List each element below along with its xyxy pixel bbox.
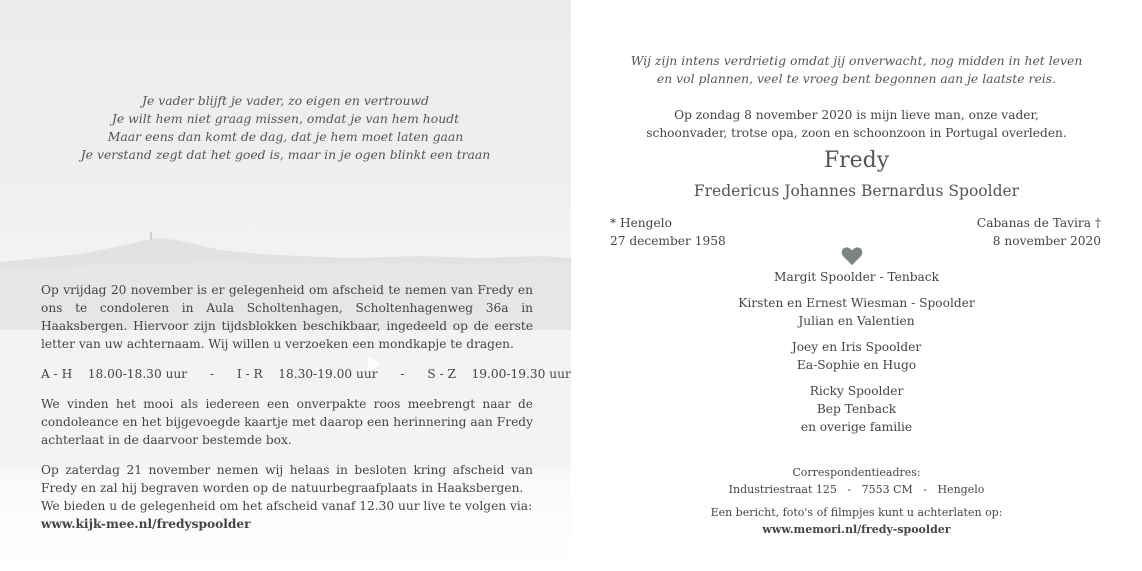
- notice-line: Op zondag 8 november 2020 is mijn lieve man, onze vader,: [674, 108, 1039, 122]
- memori-text: Een bericht, foto's of filmpjes kunt u achterlaten op:: [710, 506, 1003, 519]
- family-member: Bep Tenback: [816, 402, 897, 416]
- birth-date: 27 december 1958: [610, 234, 726, 248]
- livestream-text: We bieden u de gelegenheid om het afscheid vanaf 12.30 uur live te volgen via:: [41, 499, 533, 513]
- poem-line: Je wilt hem niet graag missen, omdat je van hem houdt: [111, 111, 460, 126]
- slot-letters: S - Z: [427, 367, 456, 381]
- death-notice: [571, 106, 1142, 142]
- family-group: [571, 294, 1142, 330]
- intro-line: en vol plannen, veel te vroeg bent begonnen aan je laatste reis.: [656, 71, 1057, 86]
- family-list: [571, 268, 1142, 444]
- slot-separator: -: [400, 367, 405, 381]
- slot-time: 19.00-19.30 uur: [471, 367, 571, 381]
- time-slots: [41, 365, 571, 383]
- birth-place: * Hengelo: [610, 216, 672, 230]
- slot-time: 18.30-19.00 uur: [278, 367, 378, 381]
- deceased-full-name: Fredericus Johannes Bernardus Spoolder: [693, 182, 1020, 200]
- slot-separator: -: [209, 367, 215, 381]
- family-member: Kirsten en Ernest Wiesman - Spoolder: [738, 296, 975, 310]
- family-member: en overige familie: [800, 420, 913, 434]
- farewell-paragraph: [41, 281, 533, 353]
- rose-text: We vinden het mooi als iedereen een onverpakte roos meebrengt naar de condoleance en het bijgevoegde kaartje met daarop een herinnering aan Fredy achterlaat in de daarvoor bestemde box.: [41, 397, 533, 447]
- family-group: [571, 382, 1142, 436]
- intro-line: Wij zijn intens verdrietig omdat jij onverwacht, nog midden in het leven: [630, 53, 1083, 68]
- deceased-first-name: Fredy: [823, 148, 890, 173]
- farewell-text: Op vrijdag 20 november is er gelegenheid om afscheid te nemen van Fredy en ons te condoleren in Aula Scholtenhagen, Scholtenhagenweg 36a in Haaksbergen. Hiervoor zijn tijdsblokken beschikbaar, ingedeeld op de eerste letter van uw achternaam. Wij willen u verzoeken een mondkapje te dragen.: [41, 283, 533, 351]
- family-member: Ea-Sophie en Hugo: [796, 358, 917, 372]
- slot-letters: I - R: [236, 367, 263, 381]
- slot-time: 18.00-18.30 uur: [87, 367, 188, 381]
- correspondence-label: Correspondentieadres:: [792, 466, 921, 479]
- correspondence-address: Industriestraat 125 - 7553 CM - Hengelo: [728, 483, 985, 496]
- death-date: 8 november 2020: [992, 234, 1101, 248]
- poem-line: Je vader blijft je vader, zo eigen en vertrouwd: [142, 93, 429, 108]
- correspondence-block: [571, 464, 1142, 538]
- poem: [0, 92, 571, 164]
- birth-info: [610, 214, 726, 250]
- right-panel: [571, 0, 1142, 571]
- family-member: Margit Spoolder - Tenback: [774, 270, 939, 284]
- family-group: [571, 268, 1142, 286]
- intro-text: [571, 52, 1142, 88]
- rose-paragraph: [41, 395, 533, 449]
- family-member: Joey en Iris Spoolder: [791, 340, 922, 354]
- slot-letters: A - H: [41, 367, 73, 381]
- family-member: Julian en Valentien: [798, 314, 915, 328]
- death-place: Cabanas de Tavira †: [976, 216, 1101, 230]
- burial-text: Op zaterdag 21 november nemen wij helaas in besloten kring afscheid van Fredy en zal hij begraven worden op de natuurbegraafplaats in Haaksbergen.: [41, 463, 533, 495]
- family-member: Ricky Spoolder: [809, 384, 904, 398]
- family-group: [571, 338, 1142, 374]
- burial-paragraph: [41, 461, 533, 533]
- memori-link[interactable]: www.memori.nl/fredy-spoolder: [762, 523, 951, 536]
- death-info: [977, 214, 1101, 250]
- poem-line: Maar eens dan komt de dag, dat je hem moet laten gaan: [107, 129, 464, 144]
- notice-line: schoonvader, trotse opa, zoon en schoonzoon in Portugal overleden.: [646, 126, 1067, 140]
- livestream-link[interactable]: www.kijk-mee.nl/fredyspoolder: [41, 517, 251, 531]
- heart-icon: [841, 246, 863, 266]
- poem-line: Je verstand zegt dat het goed is, maar in je ogen blinkt een traan: [80, 147, 491, 162]
